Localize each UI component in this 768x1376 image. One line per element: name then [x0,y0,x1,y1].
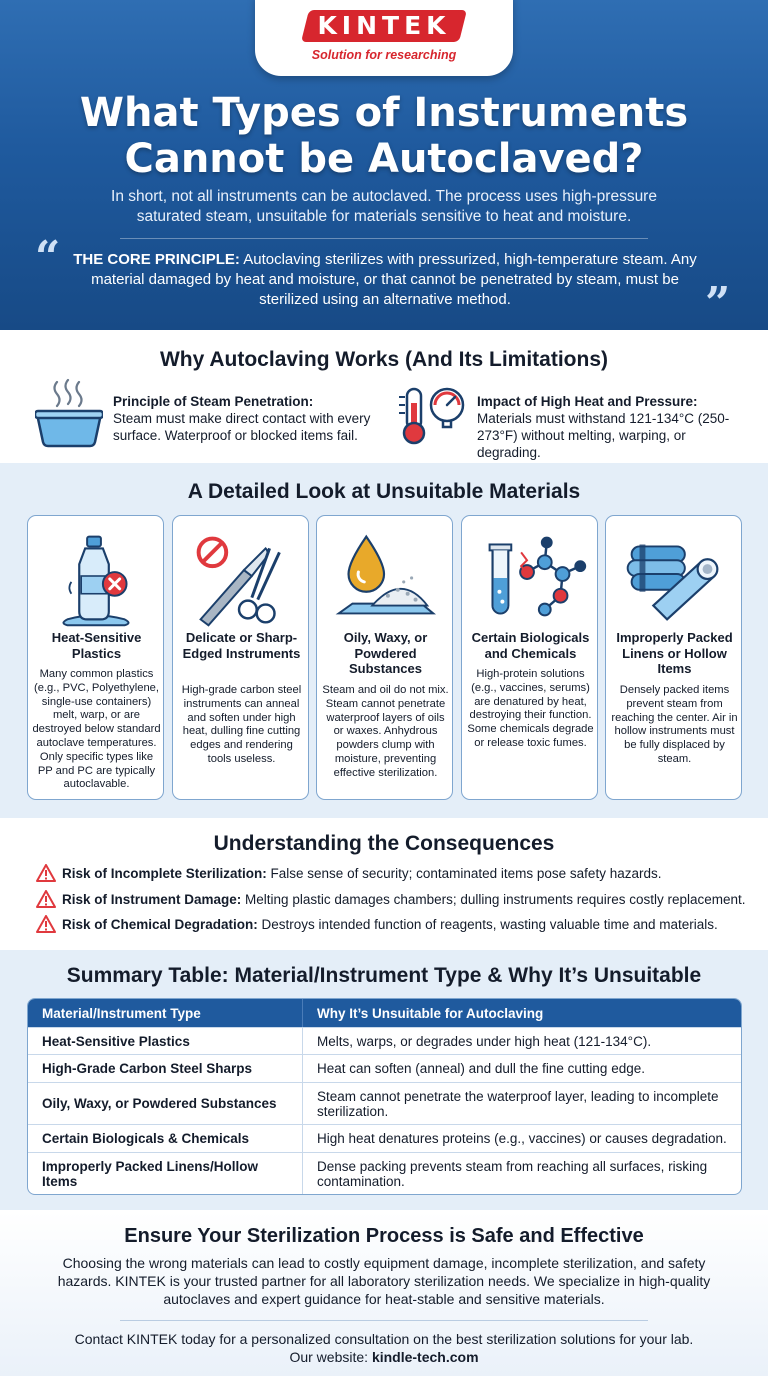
open-quote-icon: “ [35,232,61,283]
table-row [28,1027,741,1054]
brand-logo[interactable] [255,0,513,76]
why-section-title: Why Autoclaving Works (And Its Limitations) [159,348,608,371]
close-quote-icon: ” [705,278,731,329]
summary-table [27,998,742,1195]
consequence-item [36,915,718,934]
table-row [28,1082,741,1124]
why-item-steam-penetration [113,393,383,444]
table-header-cell: Why It’s Unsuitable for Autoclaving [303,999,741,1027]
material-card-plastics [27,515,164,800]
brand-tagline: Solution for researching [311,48,457,62]
website-line [0,1348,768,1366]
page-title [0,90,768,182]
table-header-row [28,999,741,1027]
table-cell-reason: Melts, warps, or degrades under high heat (121-134°C). [303,1027,741,1054]
hero-banner [0,0,768,330]
material-card-text: Densely packed items prevent steam from reaching the center. Air in hollow instruments must be fully displaced by steam. [611,684,738,765]
hero-divider [120,238,648,239]
melting-bottle-icon [28,522,163,630]
why-item-text: Steam must make direct contact with every surface. Waterproof or blocked items fail. [113,411,371,443]
page-subtitle: In short, not all instruments can be autoclaved. The process uses high-pressure saturated steam, unsuitable for materials sensitive to heat and moisture. [111,188,657,225]
table-cell-material: Oily, Waxy, or Powdered Substances [28,1082,303,1124]
material-card-title: Delicate or Sharp-Edged Instruments [182,630,301,661]
consequences-section-title: Understanding the Consequences [213,832,555,855]
table-cell-reason: High heat denatures proteins (e.g., vaccines) or causes degradation. [303,1124,741,1152]
core-principle [60,250,710,310]
brand-name: KINTEK [317,11,451,40]
material-card-biologicals [461,515,598,800]
material-card-title: Heat-Sensitive Plastics [51,630,142,661]
summary-section-title: Summary Table: Material/Instrument Type & Why It’s Unsuitable [66,964,702,987]
thermometer-gauge-icon [397,385,467,447]
test-tube-molecule-icon [462,522,597,630]
brand-logo-mark [301,10,467,42]
why-item-heading: Principle of Steam Penetration: [113,394,314,409]
consequence-text: Destroys intended function of reagents, wasting valuable time and materials. [257,917,718,932]
consequence-text: False sense of security; contaminated items pose safety hazards. [266,866,662,881]
table-cell-material: Certain Biologicals & Chemicals [28,1124,303,1152]
consequence-label: Risk of Instrument Damage: [62,892,242,907]
material-card-text: Steam and oil do not mix. Steam cannot penetrate waterproof layers of oils or waxes. Anhydrous powders clump with moisture, preventing effective sterilization. [322,684,449,779]
website-link[interactable]: kindle-tech.com [371,1349,479,1365]
warning-icon [36,915,56,933]
material-card-linens [605,515,742,800]
website-label: Our website: [289,1349,372,1365]
why-item-heat-pressure [477,393,752,461]
table-header-cell: Material/Instrument Type [28,999,303,1027]
cta-body: Choosing the wrong materials can lead to costly equipment damage, incomplete sterilization, and safety hazards. KINTEK is your trusted partner for all laboratory sterilization needs. We specialize in high-quality autoclaves and expert guidance for heat-stable and sensitive materials. [57,1255,711,1307]
steam-basin-icon [35,378,103,448]
table-cell-material: High-Grade Carbon Steel Sharps [28,1054,303,1082]
material-card-text: Many common plastics (e.g., PVC, Polyethylene, single-use containers) melt, warp, or are destroyed below standard autoclave temperatures. Only specific types like PP and PC are typically autoclavable. [32,668,161,791]
material-card-text: High-protein solutions (e.g., vaccines, serums) are denatured by heat, destroying their function. Some chemicals degrade or release toxic fumes. [467,668,594,749]
material-card-text: High-grade carbon steel instruments can anneal and soften under high heat, dulling fine cutting edges and rendering tools useless. [181,684,302,765]
cta-divider [120,1320,648,1321]
consequence-item [36,864,661,883]
material-card-title: Improperly Packed Linens or Hollow Items [616,630,733,676]
material-card-title: Certain Biologicals and Chemicals [471,630,590,661]
contact-text: Contact KINTEK today for a personalized consultation on the best sterilization solutions for your lab. [74,1331,694,1347]
table-row [28,1054,741,1082]
page-title-line-2: Cannot be Autoclaved? [124,136,644,182]
consequence-item [36,890,746,909]
materials-section-title: A Detailed Look at Unsuitable Materials [187,480,581,503]
table-cell-reason: Heat can soften (anneal) and dull the fine cutting edge. [303,1054,741,1082]
table-cell-material: Heat-Sensitive Plastics [28,1027,303,1054]
linens-tube-icon [606,522,741,630]
consequence-label: Risk of Incomplete Sterilization: [62,866,267,881]
warning-icon [36,890,56,908]
consequence-label: Risk of Chemical Degradation: [62,917,258,932]
material-card-oily [316,515,453,800]
core-principle-label: THE CORE PRINCIPLE: [73,251,240,268]
table-cell-reason: Dense packing prevents steam from reaching all surfaces, risking contamination. [303,1152,741,1194]
material-card-sharps [172,515,309,800]
scalpel-scissors-icon [173,522,308,630]
cta-title: Ensure Your Sterilization Process is Safe and Effective [124,1225,644,1247]
table-row [28,1124,741,1152]
why-item-heading: Impact of High Heat and Pressure: [477,394,698,409]
warning-icon [36,864,56,882]
table-cell-material: Improperly Packed Linens/Hollow Items [28,1152,303,1194]
why-item-text: Materials must withstand 121-134°C (250-273°F) without melting, warping, or degrading. [477,411,730,460]
contact-block [0,1330,768,1366]
consequence-text: Melting plastic damages chambers; dulling instruments requires costly replacement. [241,892,746,907]
page-title-line-1: What Types of Instruments [79,90,689,136]
table-row [28,1152,741,1194]
core-principle-text: Autoclaving sterilizes with pressurized, high-temperature steam. Any material damaged by heat and moisture, or that cannot be penetrated by steam, must be sterilized using an alternative method. [91,251,697,308]
table-cell-reason: Steam cannot penetrate the waterproof layer, leading to incomplete sterilization. [303,1082,741,1124]
material-card-title: Oily, Waxy, or Powdered Substances [343,630,428,676]
oil-drop-powder-icon [317,522,452,630]
